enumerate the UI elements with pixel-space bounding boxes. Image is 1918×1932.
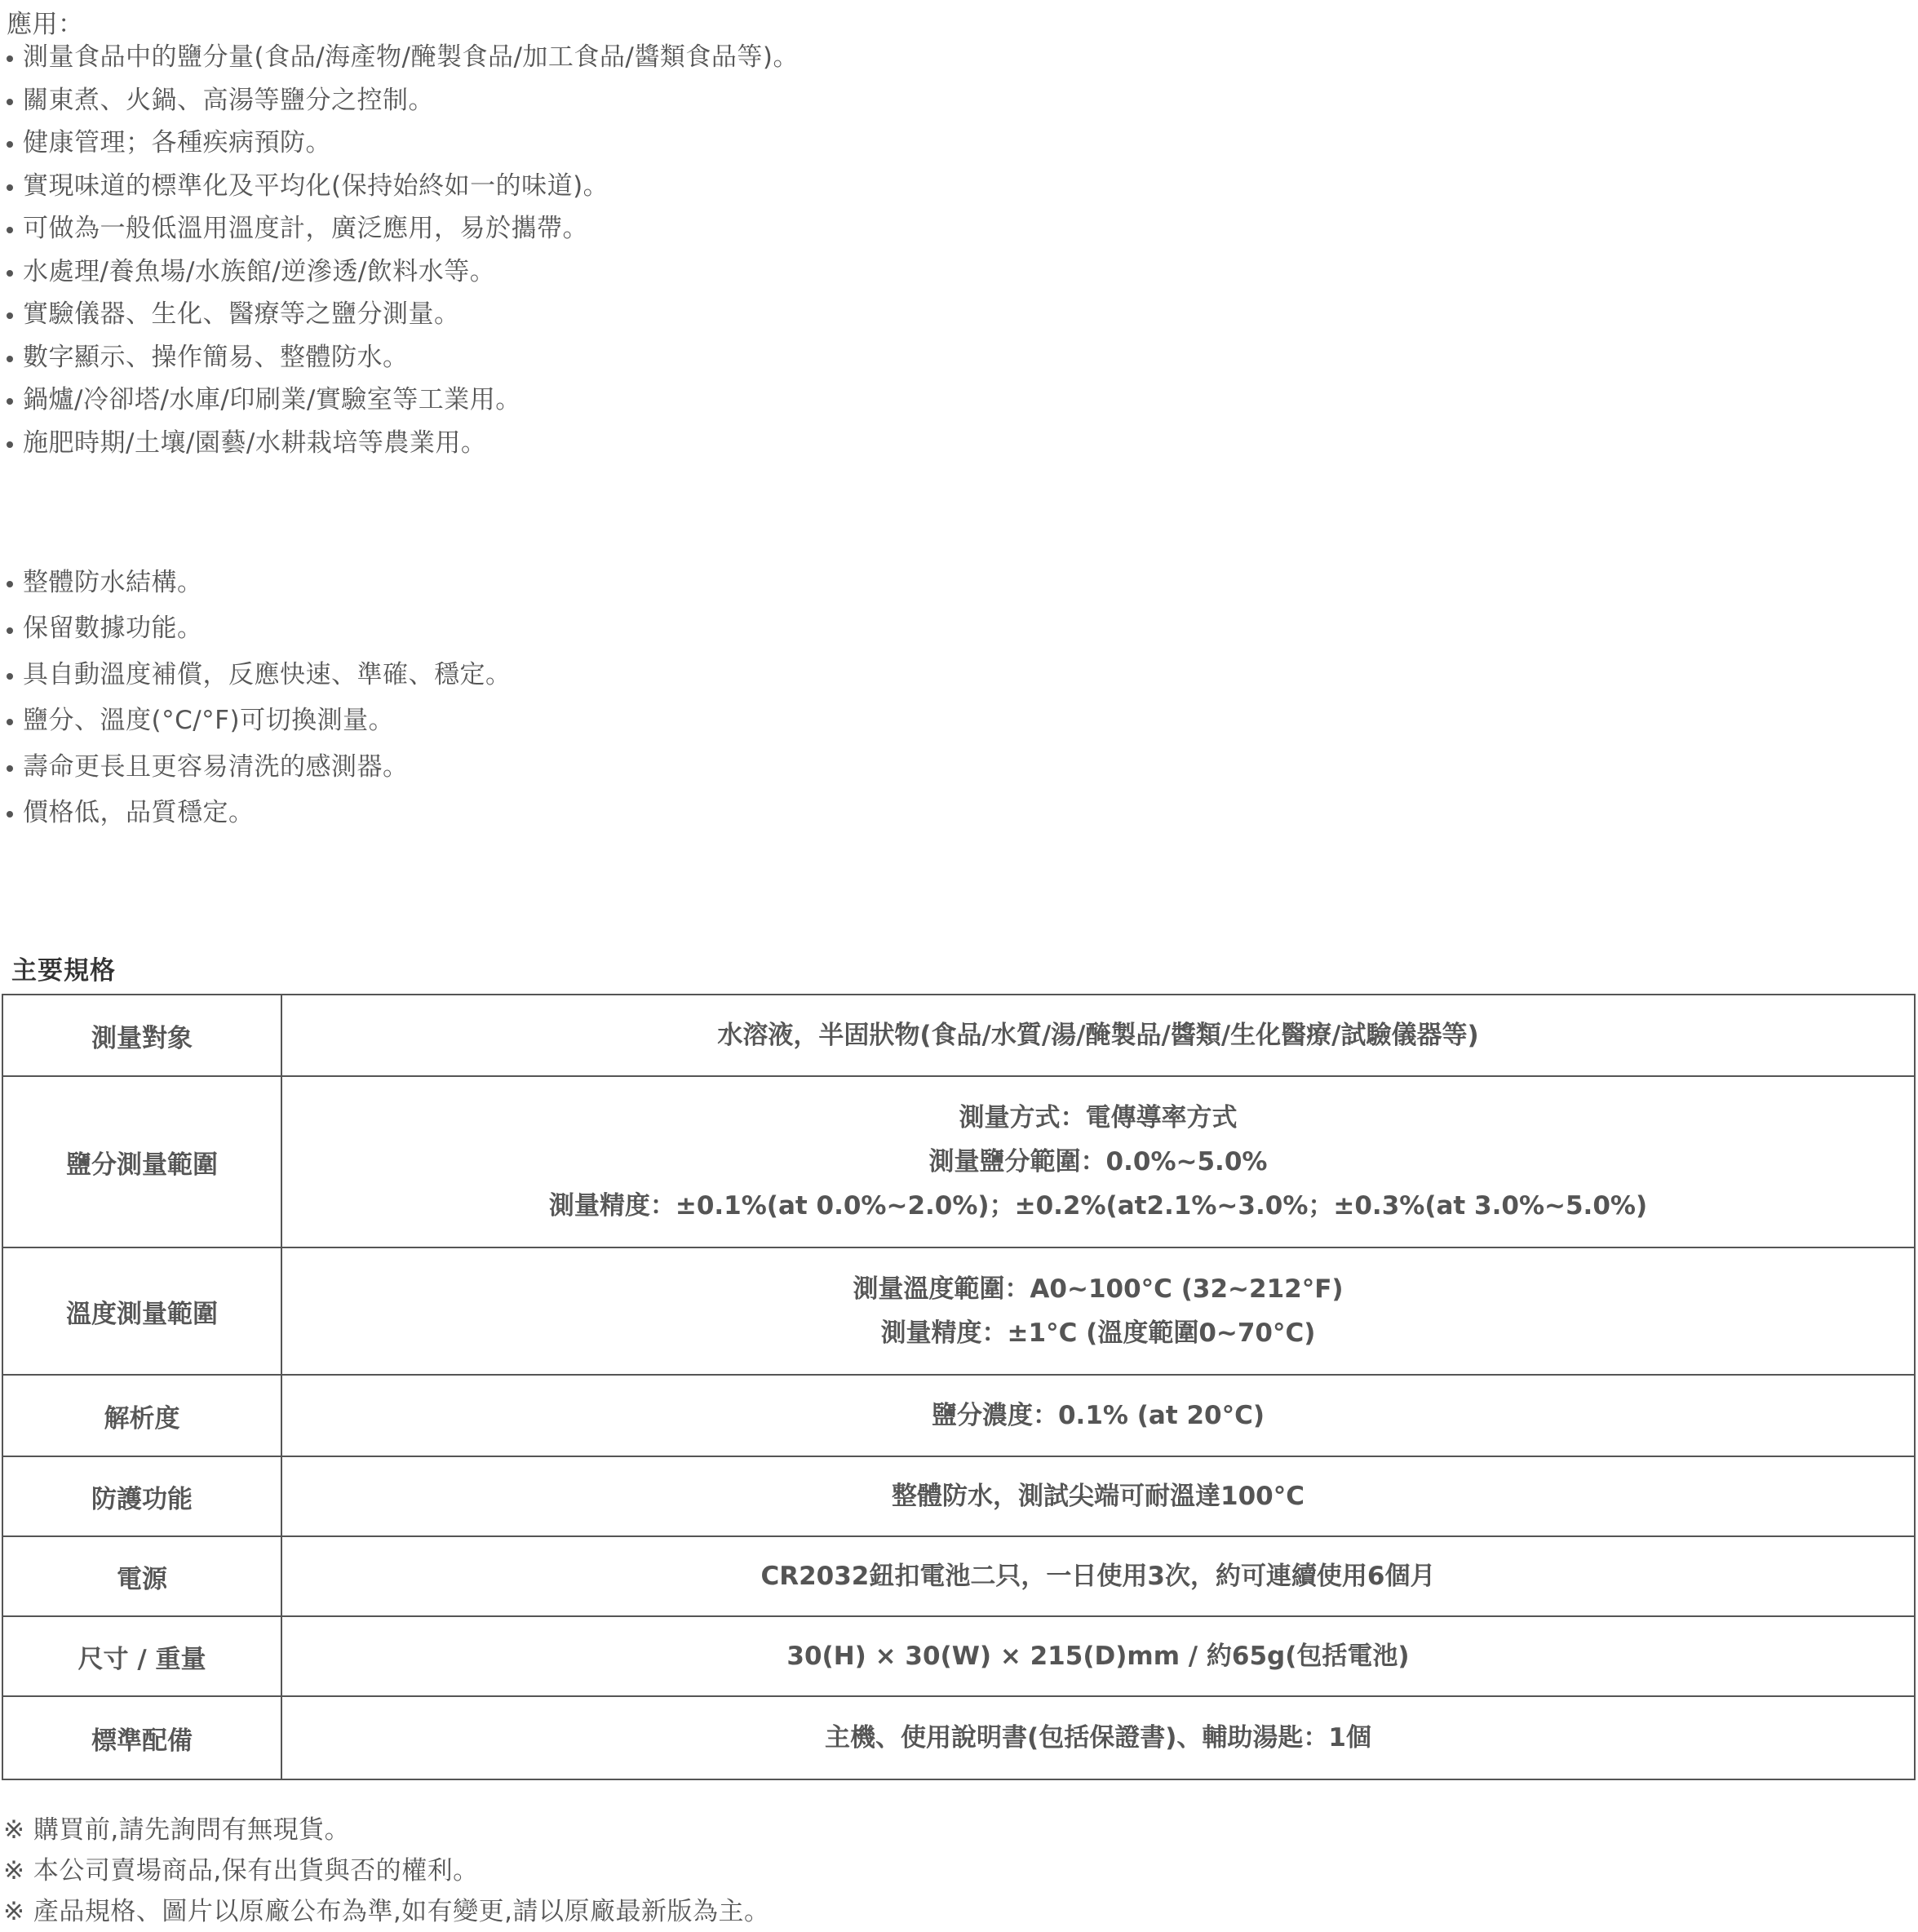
spec-value-line: 整體防水，測試尖端可耐溫達100°C — [892, 1482, 1305, 1511]
spec-value-line: 主機、使用說明書(包括保證書)、輔助湯匙：1個 — [825, 1723, 1371, 1753]
application-item: 實驗儀器、生化、醫療等之鹽分測量。 — [7, 293, 799, 336]
application-item: 測量食品中的鹽分量(食品/海產物/醃製食品/加工食品/醬類食品等)。 — [7, 36, 799, 79]
features-list — [7, 560, 512, 835]
spec-value — [281, 1375, 1915, 1456]
spec-row — [2, 1616, 1915, 1696]
note-line: ※ 購買前,請先詢問有無現貨。 — [3, 1815, 351, 1845]
feature-item: 保留數據功能。 — [7, 605, 512, 651]
feature-item: 鹽分、溫度(°C/°F)可切換測量。 — [7, 698, 512, 743]
application-item: 健康管理；各種疾病預防。 — [7, 122, 799, 165]
application-item: 水處理/養魚場/水族館/逆滲透/飲料水等。 — [7, 250, 799, 294]
spec-value — [281, 1456, 1915, 1536]
spec-title: 主要規格 — [11, 956, 116, 986]
spec-value — [281, 1536, 1915, 1616]
spec-value-line: 測量方式：電傳導率方式 — [959, 1103, 1238, 1132]
feature-item: 價格低，品質穩定。 — [7, 790, 512, 835]
spec-row — [2, 1456, 1915, 1536]
spec-table — [2, 994, 1916, 1780]
spec-value-line: 水溶液，半固狀物(食品/水質/湯/醃製品/醬類/生化醫療/試驗儀器等) — [717, 1021, 1479, 1050]
spec-label: 防護功能 — [2, 1456, 281, 1536]
application-item: 關東煮、火鍋、高湯等鹽分之控制。 — [7, 79, 799, 122]
note-line: ※ 本公司賣場商品,保有出貨與否的權利。 — [3, 1856, 479, 1885]
spec-value — [281, 995, 1915, 1076]
spec-value-line: 測量鹽分範圍：0.0%~5.0% — [928, 1147, 1268, 1176]
application-item: 鍋爐/冷卻塔/水庫/印刷業/實驗室等工業用。 — [7, 379, 799, 422]
spec-label: 測量對象 — [2, 995, 281, 1076]
application-item: 實現味道的標準化及平均化(保持始終如一的味道)。 — [7, 165, 799, 208]
applications-list — [7, 36, 799, 464]
spec-label: 鹽分測量範圍 — [2, 1076, 281, 1247]
applications-heading: 應用： — [7, 10, 84, 39]
spec-label: 解析度 — [2, 1375, 281, 1456]
spec-value-line: 測量精度：±0.1%(at 0.0%~2.0%)；±0.2%(at2.1%~3.0%；±0.3%(at 3.0%~5.0%) — [548, 1191, 1648, 1221]
spec-label: 電源 — [2, 1536, 281, 1616]
spec-row — [2, 995, 1915, 1076]
application-item: 數字顯示、操作簡易、整體防水。 — [7, 336, 799, 379]
spec-row — [2, 1536, 1915, 1616]
spec-row — [2, 1696, 1915, 1779]
spec-value — [281, 1696, 1915, 1779]
spec-value — [281, 1616, 1915, 1696]
note-line: ※ 產品規格、圖片以原廠公布為準,如有變更,請以原廠最新版為主。 — [3, 1897, 770, 1926]
notes — [3, 1810, 770, 1932]
spec-row — [2, 1375, 1915, 1456]
spec-label: 標準配備 — [2, 1696, 281, 1779]
spec-label: 溫度測量範圍 — [2, 1247, 281, 1375]
spec-value-line: 鹽分濃度：0.1% (at 20°C) — [931, 1401, 1265, 1430]
spec-value-line: 測量溫度範圍：A0~100°C (32~212°F) — [853, 1274, 1344, 1304]
spec-value-line: 測量精度：±1°C (溫度範圍0~70°C) — [880, 1318, 1316, 1348]
spec-value — [281, 1247, 1915, 1375]
spec-row — [2, 1076, 1915, 1247]
spec-value-line: 30(H) × 30(W) × 215(D)mm / 約65g(包括電池) — [786, 1642, 1410, 1671]
application-item: 可做為一般低溫用溫度計，廣泛應用，易於攜帶。 — [7, 207, 799, 250]
feature-item: 具自動溫度補償，反應快速、準確、穩定。 — [7, 652, 512, 698]
spec-value-line: CR2032鈕扣電池二只，一日使用3次，約可連續使用6個月 — [760, 1562, 1436, 1591]
application-item: 施肥時期/土壤/園藝/水耕栽培等農業用。 — [7, 422, 799, 465]
feature-item: 整體防水結構。 — [7, 560, 512, 605]
spec-label: 尺寸 / 重量 — [2, 1616, 281, 1696]
feature-item: 壽命更長且更容易清洗的感測器。 — [7, 744, 512, 790]
spec-row — [2, 1247, 1915, 1375]
spec-value — [281, 1076, 1915, 1247]
